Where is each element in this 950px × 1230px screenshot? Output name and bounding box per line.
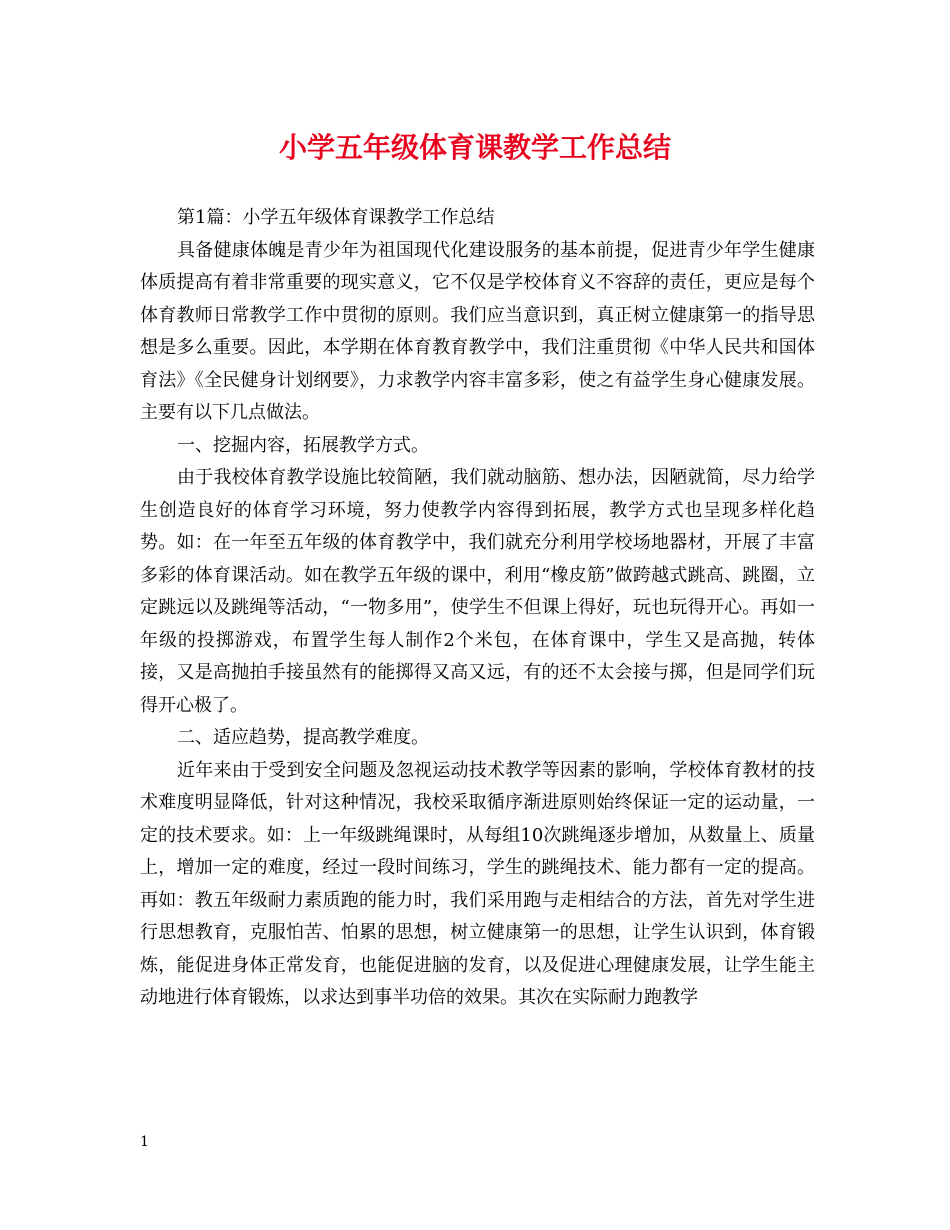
paragraph-heading-two: 二、适应趋势，提高教学难度。	[177, 727, 429, 748]
paragraph-intro: 具备健康体魄是青少年为祖国现代化建设服务的基本前提，促进青少年学生健康体质提高有着非常重要的现实意义，它不仅是学校体育义不容辞的责任，更应是每个体育教师日常教学工作中贯彻的原则。我们应当意识到，真正树立健康第一的指导思想是多么重要。因此，本学期在体育教育教学中，我们注重贯彻《中华人民共和国体育法》《全民健身计划纲要》，力求教学内容丰富多彩，使之有益学生身心健康发展。主要有以下几点做法。	[140, 239, 815, 423]
paragraph-body-two: 近年来由于受到安全问题及忽视运动技术教学等因素的影响，学校体育教材的技术难度明显降低，针对这种情况，我校采取循序渐进原则始终保证一定的运动量，一定的技术要求。如：上一年级跳绳课时，从每组10次跳绳逐步增加，从数量上、质量上，增加一定的难度，经过一段时间练习，学生的跳绳技术、能力都有一定的提高。再如：教五年级耐力素质跑的能力时，我们采用跑与走相结合的方法，首先对学生进行思想教育，克服怕苦、怕累的思想，树立健康第一的思想，让学生认识到，体育锻炼，能促进身体正常发育，也能促进脑的发育，以及促进心理健康发展，让学生能主动地进行体育锻炼，以求达到事半功倍的效果。其次在实际耐力跑教学	[140, 759, 815, 1008]
paragraph-body-one: 由于我校体育教学设施比较简陋，我们就动脑筋、想办法，因陋就简，尽力给学生创造良好的体育学习环境，努力使教学内容得到拓展，教学方式也呈现多样化趋势。如：在一年至五年级的体育教学中，我们就充分利用学校场地器材，开展了丰富多彩的体育课活动。如在教学五年级的课中，利用“橡皮筋”做跨越式跳高、跳圈，立定跳远以及跳绳等活动，“一物多用”，使学生不但课上得好，玩也玩得开心。再如一年级的投掷游戏，布置学生每人制作2个米包，在体育课中，学生又是高抛，转体接，又是高抛拍手接虽然有的能掷得又高又远，有的还不太会接与掷，但是同学们玩得开心极了。	[140, 467, 815, 716]
paragraph-heading-one: 一、挖掘内容，拓展教学方式。	[177, 434, 429, 456]
page-number: 1	[140, 1134, 149, 1150]
document-body	[140, 202, 815, 1015]
paragraph-section-heading: 第1篇：小学五年级体育课教学工作总结	[177, 207, 495, 228]
document-title: 小学五年级体育课教学工作总结	[278, 131, 671, 164]
